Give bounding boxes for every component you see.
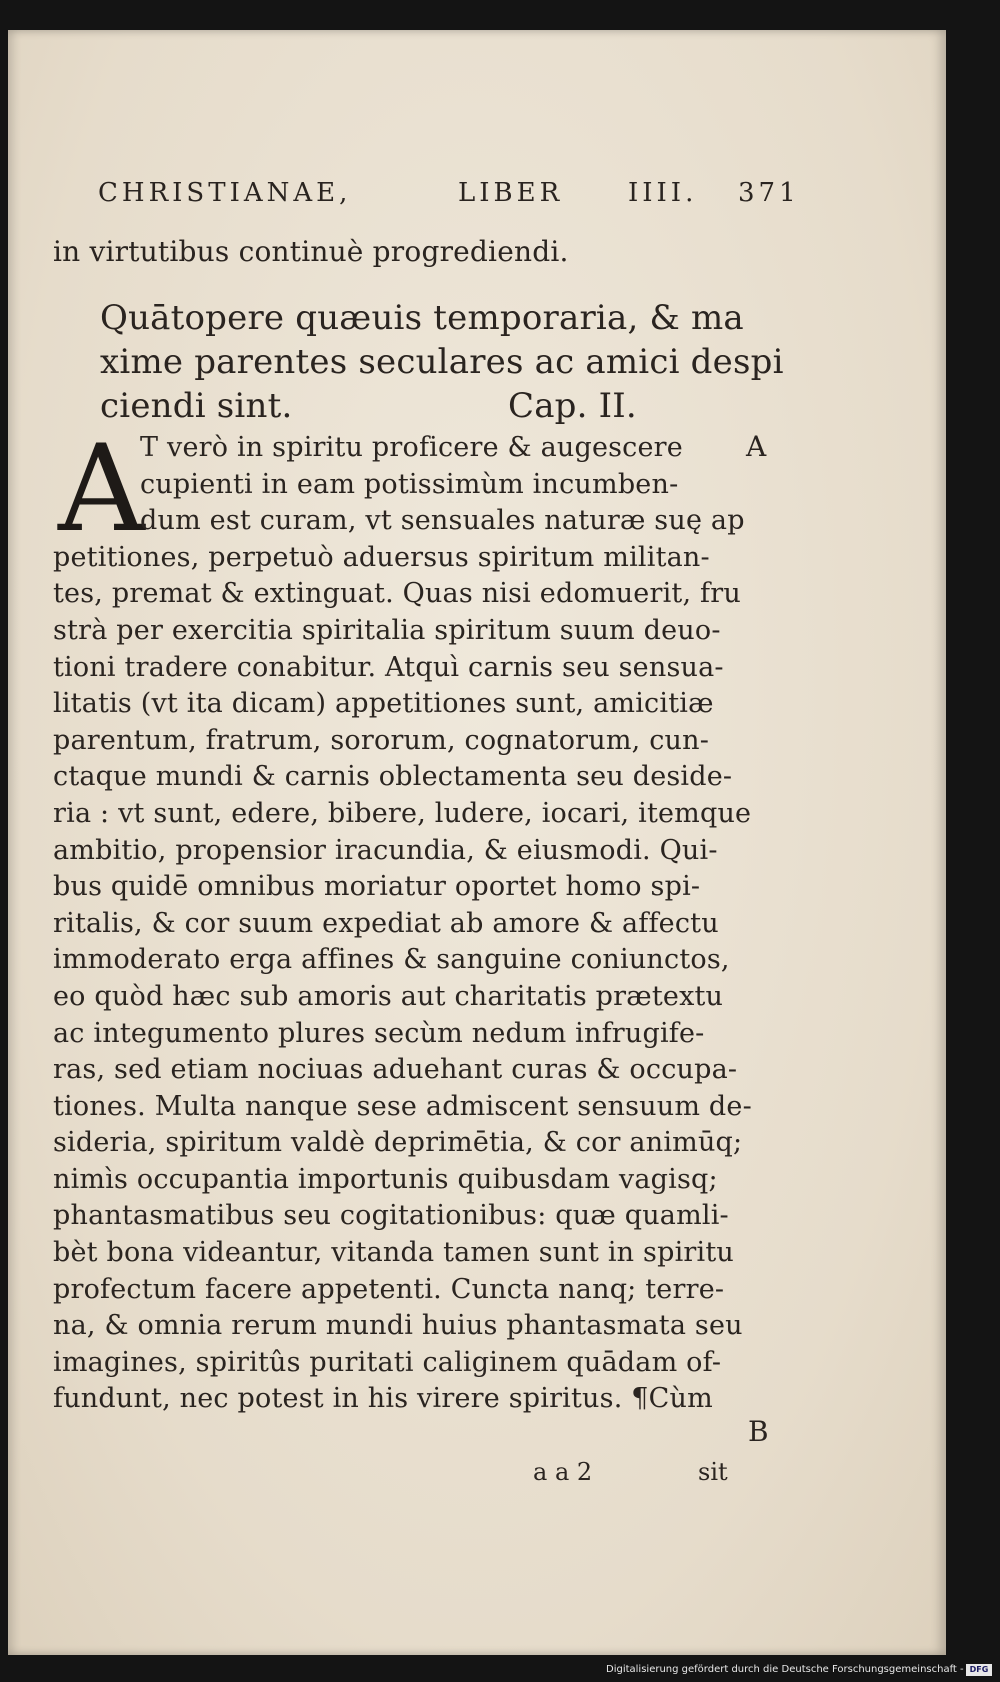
running-head-book-number: IIII. — [628, 178, 698, 208]
chapter-heading — [100, 296, 784, 428]
continuation-line: in virtutibus continuè progrediendi. — [53, 235, 569, 268]
text-line: nimìs occupantia importunis quibusdam vagisq; — [53, 1163, 718, 1195]
signature-mark: a a 2 — [533, 1458, 593, 1486]
text-line: strà per exercitia spiritalia spiritum suum deuo- — [53, 614, 721, 646]
text-line: imagines, spiritûs puritati caliginem quādam of- — [53, 1346, 722, 1378]
text-line: immoderato erga affines & sanguine coniunctos, — [53, 944, 730, 976]
text-line: tiones. Multa nanque sese admiscent sensuum de- — [53, 1090, 752, 1122]
heading-line: Quātopere quæuis temporaria, & ma — [100, 298, 744, 338]
body-text — [53, 420, 752, 1418]
text-line: petitiones, perpetuò aduersus spiritum militan- — [53, 541, 710, 573]
text-line: litatis (vt ita dicam) appetitiones sunt, amicitiæ — [53, 688, 714, 720]
text-line: dum est curam, vt sensuales naturæ suę ap — [140, 505, 745, 537]
text-line: bèt bona videantur, vitanda tamen sunt in spiritu — [53, 1237, 735, 1269]
digitization-credit: Digitalisierung gefördert durch die Deutsche Forschungsgemeinschaft - — [606, 1664, 964, 1675]
heading-line: ciendi sint. — [100, 386, 293, 426]
chapter-label: Cap. II. — [508, 386, 637, 426]
text-line: bus quidē omnibus moriatur oportet homo spi- — [53, 871, 701, 903]
text-line: cupienti in eam potissimùm incumben- — [140, 468, 679, 500]
margin-letter-b: B — [748, 1415, 769, 1448]
text-line: ria : vt sunt, edere, bibere, ludere, iocari, itemque — [53, 797, 752, 829]
dfg-logo: DFG — [966, 1664, 992, 1676]
text-line: ambitio, propensior iracundia, & eiusmodi. Qui- — [53, 834, 718, 866]
running-head-book: LIBER — [458, 178, 564, 208]
text-line: ac integumento plures secùm nedum infrugife- — [53, 1017, 705, 1049]
drop-cap-initial: A — [58, 420, 145, 559]
running-head-title: CHRISTIANAE, — [98, 178, 352, 208]
book-page — [8, 30, 946, 1655]
text-line: tioni tradere conabitur. Atquì carnis seu sensua- — [53, 651, 724, 683]
text-line: ctaque mundi & carnis oblectamenta seu deside- — [53, 761, 733, 793]
text-line: ras, sed etiam nociuas aduehant curas & occupa- — [53, 1054, 738, 1086]
catchword: sit — [698, 1458, 728, 1486]
text-line: ritalis, & cor suum expediat ab amore & affectu — [53, 907, 719, 939]
text-line: eo quòd hæc sub amoris aut charitatis prætextu — [53, 980, 724, 1012]
margin-letter-a: A — [746, 430, 767, 463]
page-number: 371 — [738, 178, 800, 208]
text-line: fundunt, nec potest in his virere spiritus. ¶Cùm — [53, 1383, 713, 1415]
text-line: tes, premat & extinguat. Quas nisi edomuerit, fru — [53, 578, 741, 610]
text-line: phantasmatibus seu cogitationibus: quæ quamli- — [53, 1200, 729, 1232]
text-line: sideria, spiritum valdè deprimētia, & cor animūq; — [53, 1127, 743, 1159]
text-line: profectum facere appetenti. Cuncta nanq; terre- — [53, 1273, 725, 1305]
text-line: na, & omnia rerum mundi huius phantasmata seu — [53, 1310, 743, 1342]
heading-line: xime parentes seculares ac amici despi — [100, 342, 784, 382]
text-line: T verò in spiritu proficere & augescere — [140, 432, 683, 463]
text-line: parentum, fratrum, sororum, cognatorum, cun- — [53, 724, 710, 756]
